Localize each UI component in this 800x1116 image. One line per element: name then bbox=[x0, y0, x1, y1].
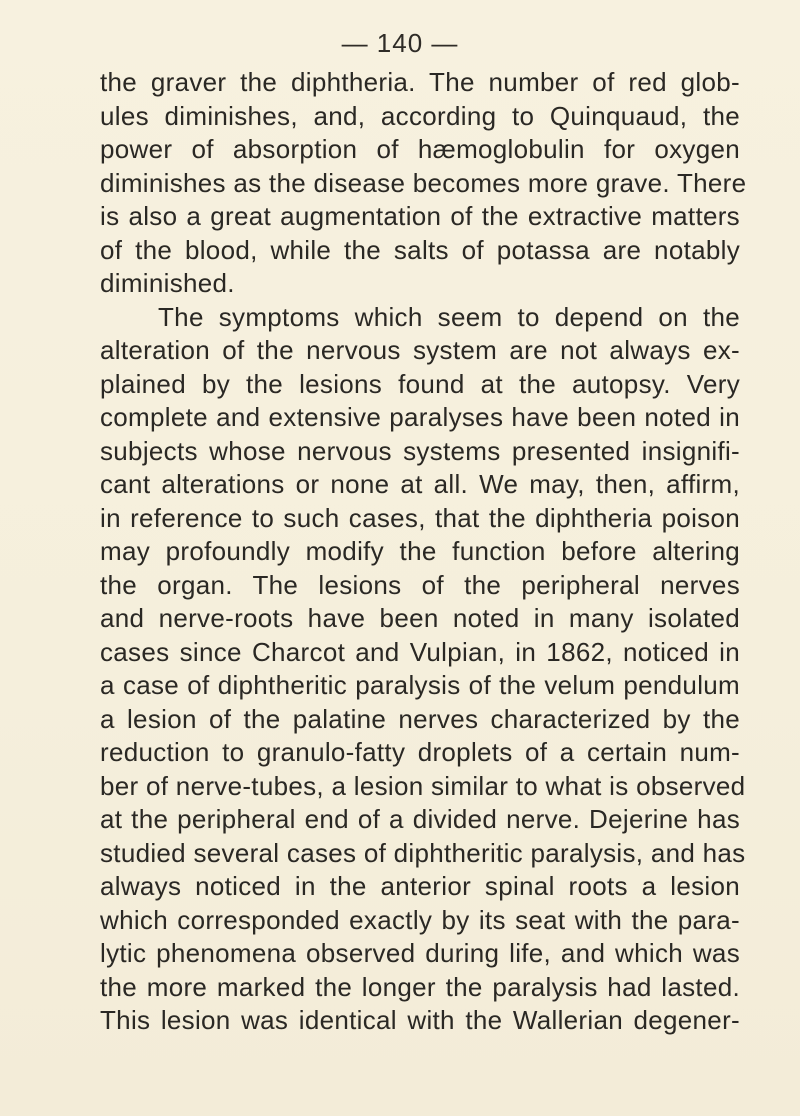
text-line: diminishes as the disease becomes more grave. There bbox=[100, 167, 747, 198]
text-line: ber of nerve-tubes, a lesion similar to what is observed bbox=[100, 770, 746, 801]
text-line: in reference to such cases, that the diphtheria poison bbox=[100, 502, 740, 533]
text-line: cases since Charcot and Vulpian, in 1862, noticed in bbox=[100, 636, 740, 667]
text-line: the organ. The lesions of the peripheral nerves bbox=[100, 569, 740, 600]
text-line: This lesion was identical with the Wallerian degener- bbox=[100, 1005, 740, 1035]
text-line: and nerve-roots have been noted in many isolated bbox=[100, 603, 740, 633]
text-line: a lesion of the palatine nerves characterized by the bbox=[100, 703, 740, 734]
text-line: cant alterations or none at all. We may, then, affirm, bbox=[100, 469, 740, 499]
text-line: which corresponded exactly by its seat with the para- bbox=[100, 904, 740, 935]
text-line: ules diminishes, and, according to Quinquaud, the bbox=[100, 100, 740, 131]
text-line: of the blood, while the salts of potassa are notably bbox=[100, 234, 740, 265]
text-line: complete and extensive paralyses have been noted in bbox=[100, 402, 740, 432]
text-line: subjects whose nervous systems presented insignifi- bbox=[100, 435, 740, 466]
text-line: reduction to granulo-fatty droplets of a certain num- bbox=[100, 737, 740, 767]
text-line: may profoundly modify the function before altering bbox=[100, 536, 740, 566]
text-line: alteration of the nervous system are not always ex- bbox=[100, 335, 740, 365]
text-line: lytic phenomena observed during life, and which was bbox=[100, 938, 740, 968]
text-line: a case of diphtheritic paralysis of the velum pendulum bbox=[100, 670, 740, 700]
text-line: studied several cases of diphtheritic paralysis, and has bbox=[100, 837, 746, 868]
page-number: — 140 — bbox=[341, 28, 459, 58]
text-line: the more marked the longer the paralysis had lasted. bbox=[100, 971, 740, 1002]
text-line: always noticed in the anterior spinal roots a lesion bbox=[100, 871, 740, 901]
body-text bbox=[100, 66, 747, 1038]
text-line: diminished. bbox=[100, 268, 235, 298]
text-line: the graver the diphtheria. The number of red glob- bbox=[100, 67, 740, 97]
text-line: power of absorption of hæmoglobulin for oxygen bbox=[100, 134, 740, 164]
text-line: is also a great augmentation of the extractive matters bbox=[100, 201, 740, 231]
text-line: plained by the lesions found at the autopsy. Very bbox=[100, 368, 740, 399]
text-line: The symptoms which seem to depend on the bbox=[158, 301, 740, 332]
text-line: at the peripheral end of a divided nerve. Dejerine has bbox=[100, 804, 740, 834]
